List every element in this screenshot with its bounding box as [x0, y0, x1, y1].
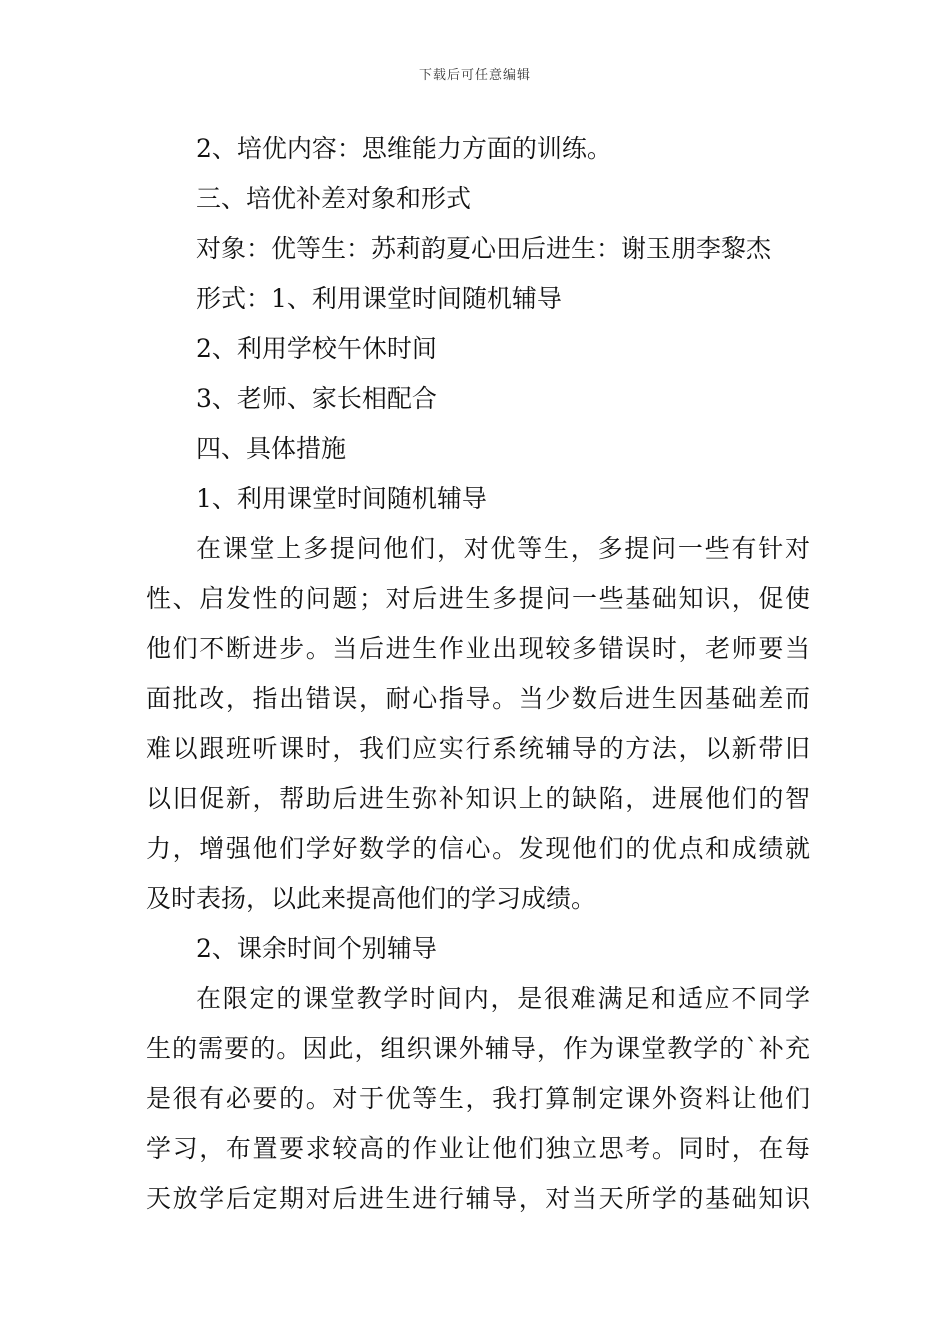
text-line: 难以跟班听课时，我们应实行系统辅导的方法，以新带旧	[146, 734, 810, 763]
text-line: 2、培优内容：思维能力方面的训练。	[196, 134, 612, 163]
text-line: 在限定的课堂教学时间内，是很难满足和适应不同学	[196, 984, 810, 1013]
text-line: 面批改，指出错误，耐心指导。当少数后进生因基础差而	[146, 684, 810, 713]
text-line: 天放学后定期对后进生进行辅导，对当天所学的基础知识	[146, 1184, 810, 1213]
text-line: 以旧促新，帮助后进生弥补知识上的缺陷，进展他们的智	[146, 784, 810, 813]
text-line: 3、老师、家长相配合	[196, 384, 437, 413]
text-line: 是很有必要的。对于优等生，我打算制定课外资料让他们	[146, 1084, 810, 1113]
text-line: 学习，布置要求较高的作业让他们独立思考。同时，在每	[146, 1134, 810, 1163]
text-line: 四、具体措施	[196, 434, 347, 463]
text-line: 力，增强他们学好数学的信心。发现他们的优点和成绩就	[146, 834, 810, 863]
page-header-note: 下载后可任意编辑	[418, 68, 531, 83]
text-line: 对象：优等生：苏莉韵夏心田后进生：谢玉朋李黎杰	[196, 234, 772, 263]
text-line: 2、课余时间个别辅导	[196, 934, 437, 963]
text-line: 形式：1、利用课堂时间随机辅导	[196, 284, 562, 313]
text-line: 及时表扬，以此来提高他们的学习成绩。	[146, 884, 597, 913]
text-line: 生的需要的。因此，组织课外辅导，作为课堂教学的`补充	[146, 1034, 810, 1063]
document-body	[146, 124, 810, 1224]
text-line: 三、培优补差对象和形式	[196, 184, 472, 213]
text-line: 1、利用课堂时间随机辅导	[196, 484, 487, 513]
text-line: 2、利用学校午休时间	[196, 334, 437, 363]
text-line: 他们不断进步。当后进生作业出现较多错误时，老师要当	[146, 634, 810, 663]
text-line: 性、启发性的问题；对后进生多提问一些基础知识，促使	[146, 584, 810, 613]
text-line: 在课堂上多提问他们，对优等生，多提问一些有针对	[196, 534, 810, 563]
